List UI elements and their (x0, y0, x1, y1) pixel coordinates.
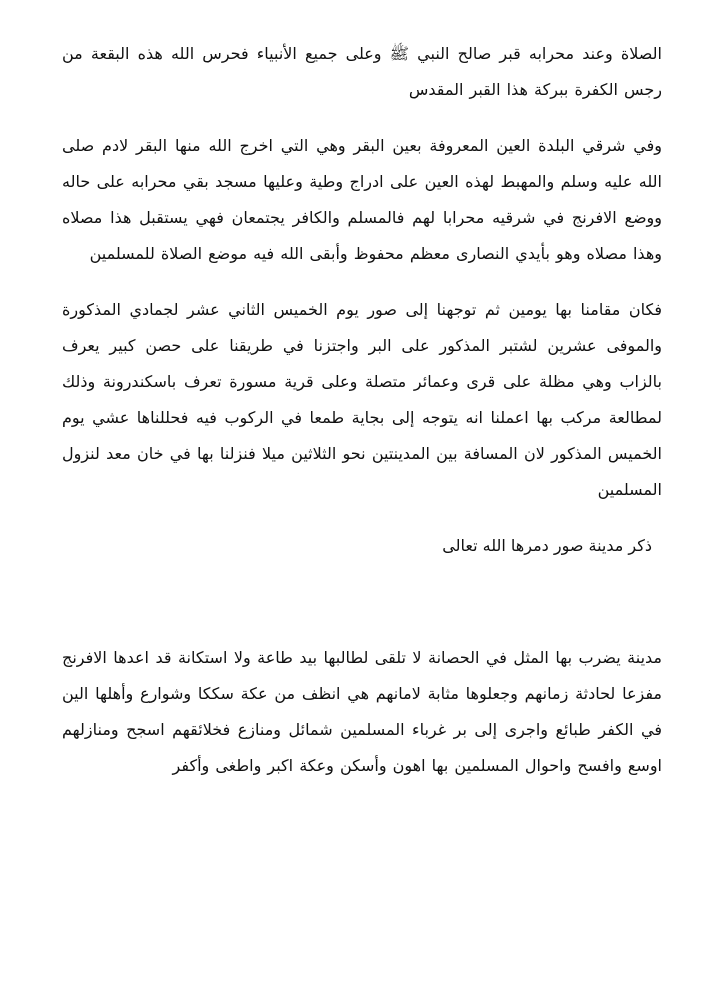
paragraph-3: فكان مقامنا بها يومين ثم توجهنا إلى صور يوم الخميس الثاني عشر لجمادي المذكورة والموفى عشرين لشتبر المذكور على البر واجتزنا في طريقنا على حصن كبير يعرف بالزاب وهي مظلة على قرى وعمائر متصلة وعلى قرية مسورة تعرف باسكندرونة وذلك لمطالعة مركب بها اعملنا انه يتوجه إلى بجاية طمعا في الركوب فيه فحللناها عشي يوم الخميس المذكور لان المسافة بين المدينتين نحو الثلاثين ميلا فنزلنا بها في خان معد لنزول المسلمين (62, 300, 662, 499)
section-heading: ذكر مدينة صور دمرها الله تعالى (442, 536, 652, 555)
paragraph-1: الصلاة وعند محرابه قبر صالح النبي ﷺ وعلى جميع الأنبياء فحرس الله هذه البقعة من رجس الكفرة ببركة هذا القبر المقدس (62, 44, 662, 99)
section-paragraph: مدينة يضرب بها المثل في الحصانة لا تلقى لطالبها بيد طاعة ولا استكانة قد اعدها الافرنج مفزعا لحادثة زمانهم وجعلوها مثابة لامانهم هي انظف من عكة سككا وشوارع وأهلها الين في الكفر طبائع واجرى إلى بر غرباء المسلمين شمائل ومنازع فخلائقهم اسجح ومنازلهم اوسع وافسح واحوال المسلمين بها اهون وأسكن وعكة اكبر واطغى وأكفر (62, 648, 662, 775)
paragraph-2: وفي شرقي البلدة العين المعروفة بعين البقر وهي التي اخرج الله منها البقر لادم صلى الله عليه وسلم والمهبط لهذه العين على ادراج وطية وعليها مسجد بقي محرابه على حاله ووضع الافرنج في شرقيه محرابا لهم فالمسلم والكافر يجتمعان فهي يستقبل هذا مصلاه وهذا مصلاه وهو بأيدي النصارى معظم محفوظ وأبقى الله فيه موضع الصلاة للمسلمين (62, 136, 662, 263)
section-spacer (62, 564, 662, 640)
